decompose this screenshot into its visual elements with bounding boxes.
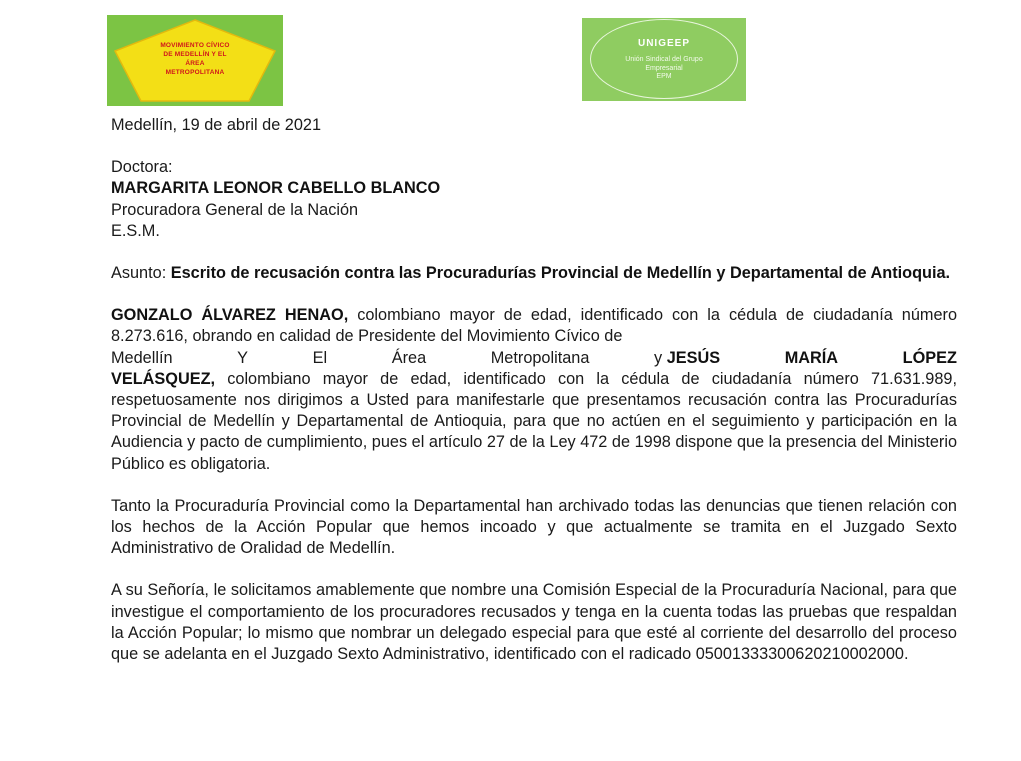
logo-left-line1: MOVIMIENTO CÍVICO bbox=[160, 42, 230, 49]
unigeep-line3: EPM bbox=[656, 73, 672, 80]
logo-left-line2: DE MEDELLÍN Y EL bbox=[163, 51, 227, 58]
unigeep-line2: Empresarial bbox=[645, 64, 683, 72]
unigeep-logo bbox=[582, 18, 746, 101]
petitioner-2-surname: LÓPEZ bbox=[902, 348, 957, 367]
petitioner-2-first-name: JESÚS bbox=[666, 348, 721, 367]
word: Medellín bbox=[111, 348, 173, 367]
recipient-name-text: MARGARITA LEONOR CABELLO BLANCO bbox=[111, 179, 441, 198]
logo-left-line4: METROPOLITANA bbox=[165, 69, 225, 76]
unigeep-title: UNIGEEP bbox=[637, 38, 690, 49]
word: Metropolitana bbox=[490, 348, 590, 367]
paragraph-3: A su Señoría, le solicitamos amablemente que nombre una Comisión Especial de la Procuraduría Nacional, para que investigue el comportamiento de los procuradores recusados y tenga en la cuenta todas las pruebas que respaldan la Acción Popular; lo mismo que nombrar un delegado especial para que esté al corriente del desarrollo del proceso que se adelanta en el Juzgado Sexto Administrativo, identificado con el radicado 05001333300620210002000. bbox=[111, 581, 957, 664]
paragraph-1-spread-line bbox=[111, 348, 957, 369]
logo-left-line3: ÁREA bbox=[185, 60, 205, 67]
letter-body bbox=[111, 115, 957, 665]
word: y bbox=[654, 348, 663, 367]
letter-date: Medellín, 19 de abril de 2021 bbox=[111, 116, 321, 134]
salutation: Doctora: bbox=[111, 158, 173, 177]
subject bbox=[111, 263, 957, 284]
paragraph-2: Tanto la Procuraduría Provincial como la Departamental han archivado todas las denuncias que tienen relación con los hechos de la Acción Popular que hemos incoado y que actualmente se tramita en el Juzgado Sexto Administrativo de Oralidad de Medellín. bbox=[111, 496, 957, 558]
word: Área bbox=[391, 348, 427, 367]
recipient-name bbox=[111, 178, 957, 199]
recipient-title: Procuradora General de la Nación bbox=[111, 200, 359, 219]
logo-left-text bbox=[147, 41, 243, 77]
petitioner-1-name: GONZALO ÁLVAREZ HENAO, bbox=[111, 306, 349, 325]
subject-label: Asunto: bbox=[111, 264, 167, 283]
unigeep-subtitle bbox=[604, 56, 724, 82]
word: Y bbox=[237, 348, 249, 367]
petitioner-2-middle-name: MARÍA bbox=[784, 348, 839, 367]
paragraph-1-part2: colombiano mayor de edad, identificado con la cédula de ciudadanía número 71.631.989, respetuosamente nos dirigimos a Usted para manifestarle que presentamos recusación contra las Procuradurías Provincial de Medellín y Departamental de Antioquia, para que no actúen en el seguimiento y participación en la Audiencia y pacto de cumplimiento, pues el artículo 27 de la Ley 472 de 1998 dispone que la presencia del Ministerio Público es obligatoria. bbox=[111, 369, 957, 473]
petitioner-2-second-surname: VELÁSQUEZ, bbox=[111, 369, 216, 388]
paragraph-1-end bbox=[111, 369, 957, 475]
paragraph-1-start bbox=[111, 305, 957, 347]
subject-text: Escrito de recusación contra las Procuradurías Provincial de Medellín y Departamental de Antioquia. bbox=[170, 264, 951, 283]
word-group bbox=[654, 348, 720, 369]
unigeep-line1: Unión Sindical del Grupo bbox=[625, 56, 703, 63]
paragraph-1 bbox=[111, 305, 957, 475]
paragraph-1-part1: colombiano mayor de edad, identificado con la cédula de ciudadanía número 8.273.616, obrando en calidad de Presidente del Movimiento Cívico de bbox=[111, 306, 957, 346]
word: El bbox=[312, 348, 328, 367]
movimiento-civico-logo bbox=[107, 15, 283, 106]
recipient-esm: E.S.M. bbox=[111, 221, 160, 240]
